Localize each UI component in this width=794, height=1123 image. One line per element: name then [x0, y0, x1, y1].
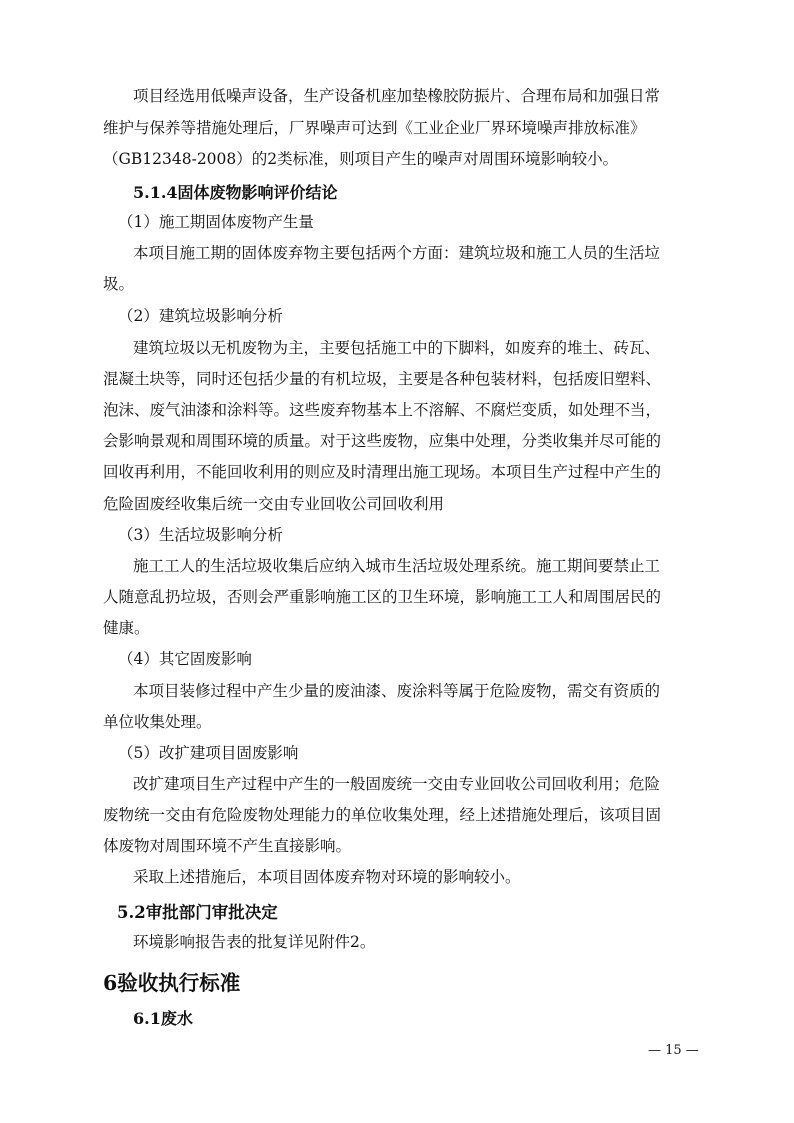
paragraph-s3-line-2: 人随意乱扔垃圾，否则会严重影响施工区的卫生环境，影响施工工人和周围居民的: [103, 588, 662, 606]
paragraph-5-2: 环境影响报告表的批复详见附件2。: [133, 933, 376, 951]
paragraph-s4-line-1: 本项目装修过程中产生少量的废油漆、废涂料等属于危险废物，需交有资质的: [133, 682, 661, 700]
paragraph-noise-line-1: 项目经选用低噪声设备，生产设备机座加垫橡胶防振片、合理布局和加强日常: [133, 87, 661, 105]
paragraph-s2-line-4: 会影响景观和周围环境的质量。对于这些废物，应集中处理，分类收集并尽可能的: [103, 432, 662, 450]
subsection-title-4: （4）其它固废影响: [118, 650, 252, 668]
paragraph-s5-line-3: 体废物对周围环境不产生直接影响。: [103, 837, 352, 855]
paragraph-s5-line-1: 改扩建项目生产过程中产生的一般固废统一交由专业回收公司回收利用；危险: [133, 775, 661, 793]
paragraph-s1-line-1: 本项目施工期的固体废弃物主要包括两个方面：建筑垃圾和施工人员的生活垃: [133, 244, 661, 262]
section-heading-5-1-4: 5.1.4固体废物影响评价结论: [133, 183, 338, 202]
paragraph-s2-line-1: 建筑垃圾以无机废物为主，主要包括施工中的下脚料，如废弃的堆土、砖瓦、: [133, 339, 661, 357]
subsection-title-5: （5）改扩建项目固废影响: [118, 744, 299, 762]
paragraph-s3-line-3: 健康。: [103, 619, 150, 637]
paragraph-noise-line-3: （GB12348-2008）的2类标准，则项目产生的噪声对周围环境影响较小。: [103, 150, 619, 168]
subsection-title-1: （1）施工期固体废物产生量: [118, 213, 314, 231]
paragraph-s5-line-2: 废物统一交由有危险废物处理能力的单位收集处理，经上述措施处理后，该项目固: [103, 806, 662, 824]
paragraph-s4-line-2: 单位收集处理。: [103, 713, 212, 731]
paragraph-s2-line-6: 危险固废经收集后统一交由专业回收公司回收利用: [103, 495, 445, 513]
section-heading-5-2: 5.2审批部门审批决定: [117, 903, 278, 922]
section-heading-6-1: 6.1废水: [133, 1009, 193, 1028]
paragraph-conclusion: 采取上述措施后，本项目固体废弃物对环境的影响较小。: [133, 868, 521, 886]
page-number: — 15 —: [648, 1043, 699, 1058]
chapter-heading-6: 6验收执行标准: [103, 971, 241, 995]
subsection-title-2: （2）建筑垃圾影响分析: [118, 307, 283, 325]
paragraph-s3-line-1: 施工工人的生活垃圾收集后应纳入城市生活垃圾处理系统。施工期间要禁止工: [133, 557, 661, 575]
paragraph-s1-line-2: 圾。: [103, 275, 135, 293]
paragraph-noise-line-2: 维护与保养等措施处理后，厂界噪声可达到《工业企业厂界环境噪声排放标准》: [103, 119, 646, 137]
subsection-title-3: （3）生活垃圾影响分析: [118, 526, 283, 544]
paragraph-s2-line-3: 泡沫、废气油漆和涂料等。这些废弃物基本上不溶解、不腐烂变质，如处理不当，: [103, 401, 662, 419]
paragraph-s2-line-5: 回收再利用，不能回收利用的则应及时清理出施工现场。本项目生产过程中产生的: [103, 463, 662, 481]
paragraph-s2-line-2: 混凝土块等，同时还包括少量的有机垃圾，主要是各种包装材料，包括废旧塑料、: [103, 370, 662, 388]
